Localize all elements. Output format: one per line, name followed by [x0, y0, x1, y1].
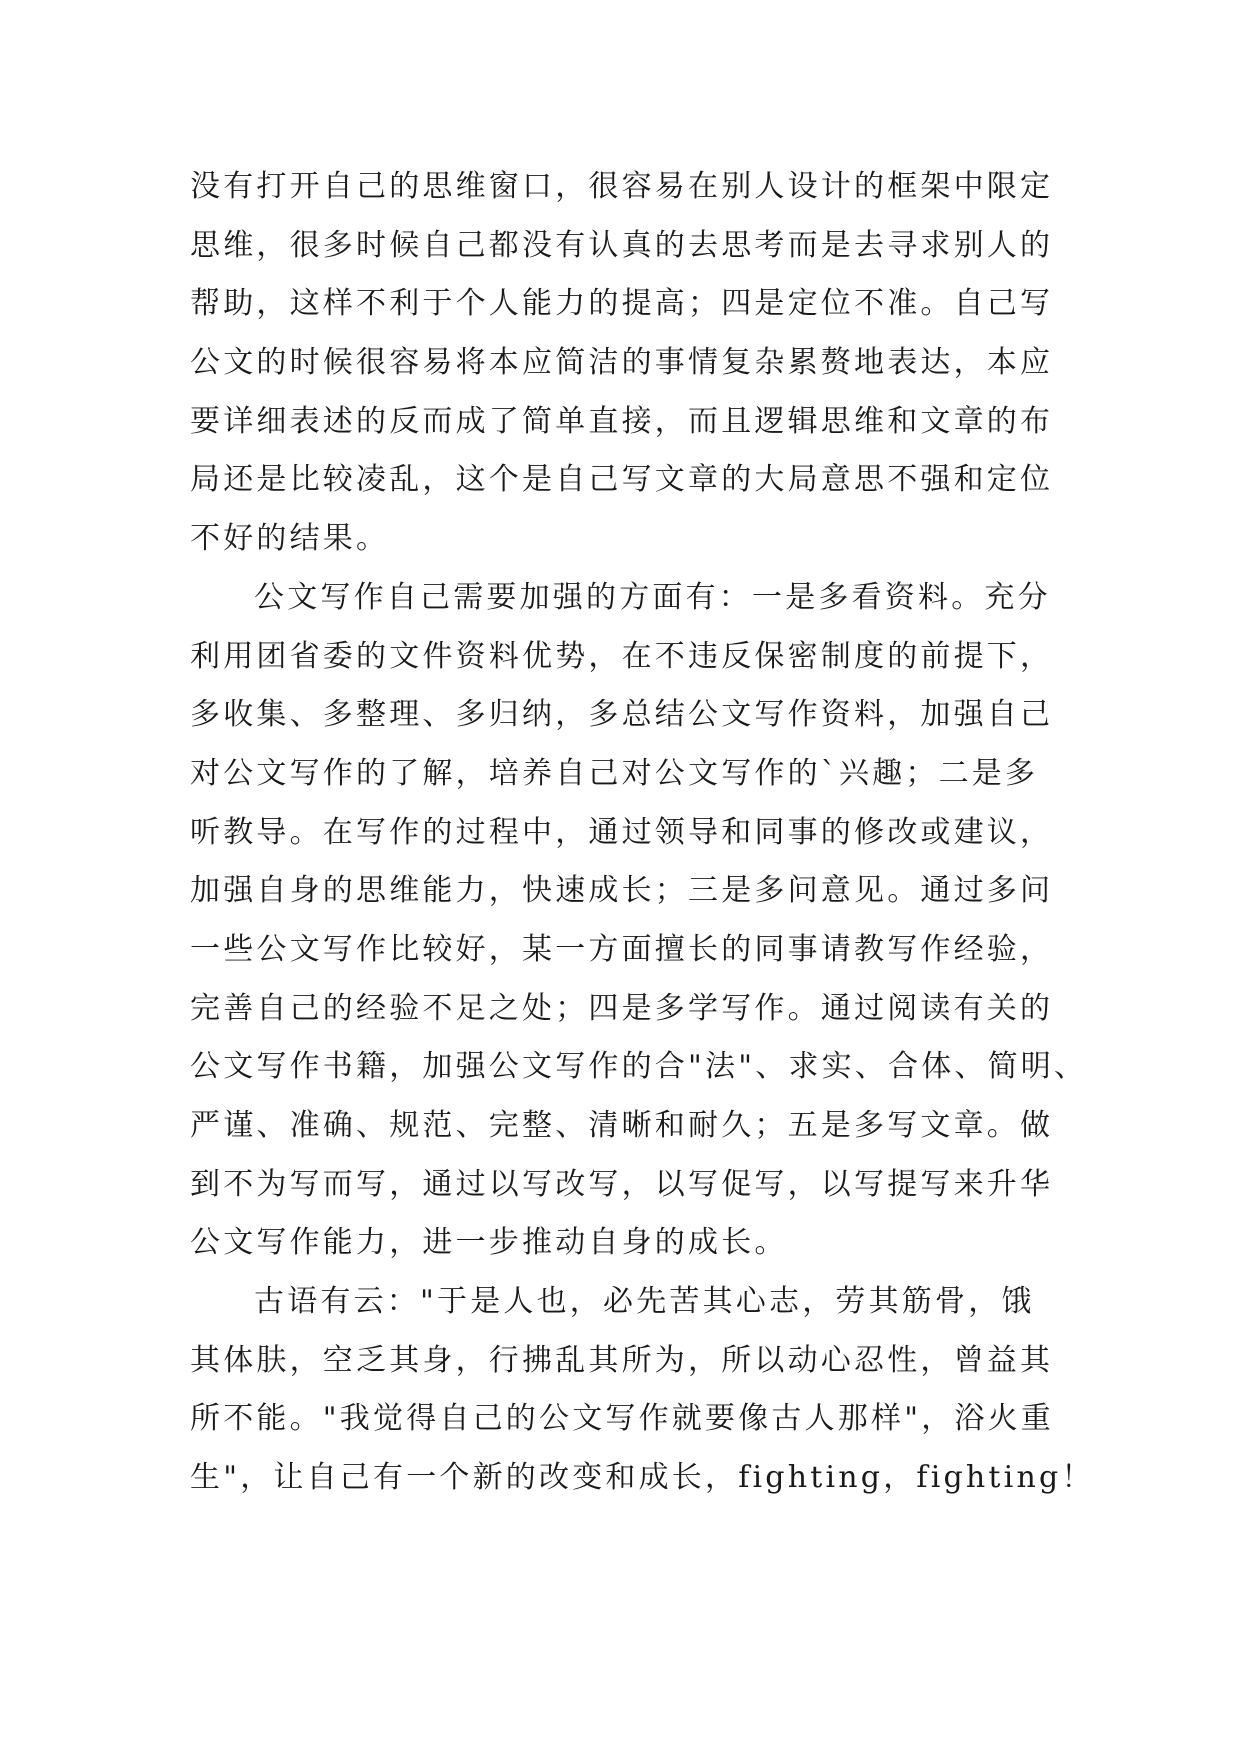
text-line: 帮助，这样不利于个人能力的提高；四是定位不准。自己写: [190, 286, 1054, 322]
text-line: 加强自身的思维能力，快速成长；三是多问意见。通过多问: [190, 873, 1054, 909]
paragraph-start-line: 公文写作自己需要加强的方面有：一是多看资料。充分: [254, 579, 1051, 615]
text-line: 公文写作书籍，加强公文写作的合"法"、求实、合体、简明、: [190, 1049, 1088, 1085]
text-line: 严谨、准确、规范、完整、清晰和耐久；五是多写文章。做: [190, 1108, 1054, 1143]
text-line: 局还是比较凌乱，这个是自己写文章的大局意思不强和定位: [190, 462, 1054, 498]
text-line: 多收集、多整理、多归纳，多总结公文写作资料，加强自己: [190, 697, 1054, 733]
text-line: 其体肤，空乏其身，行拂乱其所为，所以动心忍性，曾益其: [190, 1342, 1054, 1378]
text-line: 听教导。在写作的过程中，通过领导和同事的修改或建议，: [190, 814, 1054, 850]
document-body: [190, 158, 1095, 1508]
text-line: 生"，让自己有一个新的改变和成长，fighting，fighting！: [190, 1460, 1095, 1496]
text-line: 到不为写而写，通过以写改写，以写促写，以写提写来升华: [190, 1166, 1054, 1202]
text-line: 所不能。"我觉得自己的公文写作就要像古人那样"，浴火重: [190, 1401, 1054, 1437]
text-line: 思维，很多时候自己都没有认真的去思考而是去寻求别人的: [190, 227, 1054, 263]
text-line: 公文写作能力，进一步推动自身的成长。: [190, 1225, 788, 1261]
text-line: 要详细表述的反而成了简单直接，而且逻辑思维和文章的布: [190, 403, 1054, 439]
text-line: 一些公文写作比较好，某一方面擅长的同事请教写作经验，: [190, 931, 1054, 967]
text-line: 没有打开自己的思维窗口，很容易在别人设计的框架中限定: [190, 169, 1054, 204]
text-line: 不好的结果。: [190, 521, 390, 557]
text-line: 利用团省委的文件资料优势，在不违反保密制度的前提下，: [190, 638, 1054, 674]
paragraph-start-line: 古语有云："于是人也，必先苦其心志，劳其筋骨，饿: [254, 1284, 1035, 1320]
text-line: 完善自己的经验不足之处；四是多学写作。通过阅读有关的: [190, 990, 1054, 1026]
text-line: 对公文写作的了解，培养自己对公文写作的`兴趣；二是多: [190, 755, 1039, 791]
text-line: 公文的时候很容易将本应简洁的事情复杂累赘地表达，本应: [190, 345, 1054, 381]
